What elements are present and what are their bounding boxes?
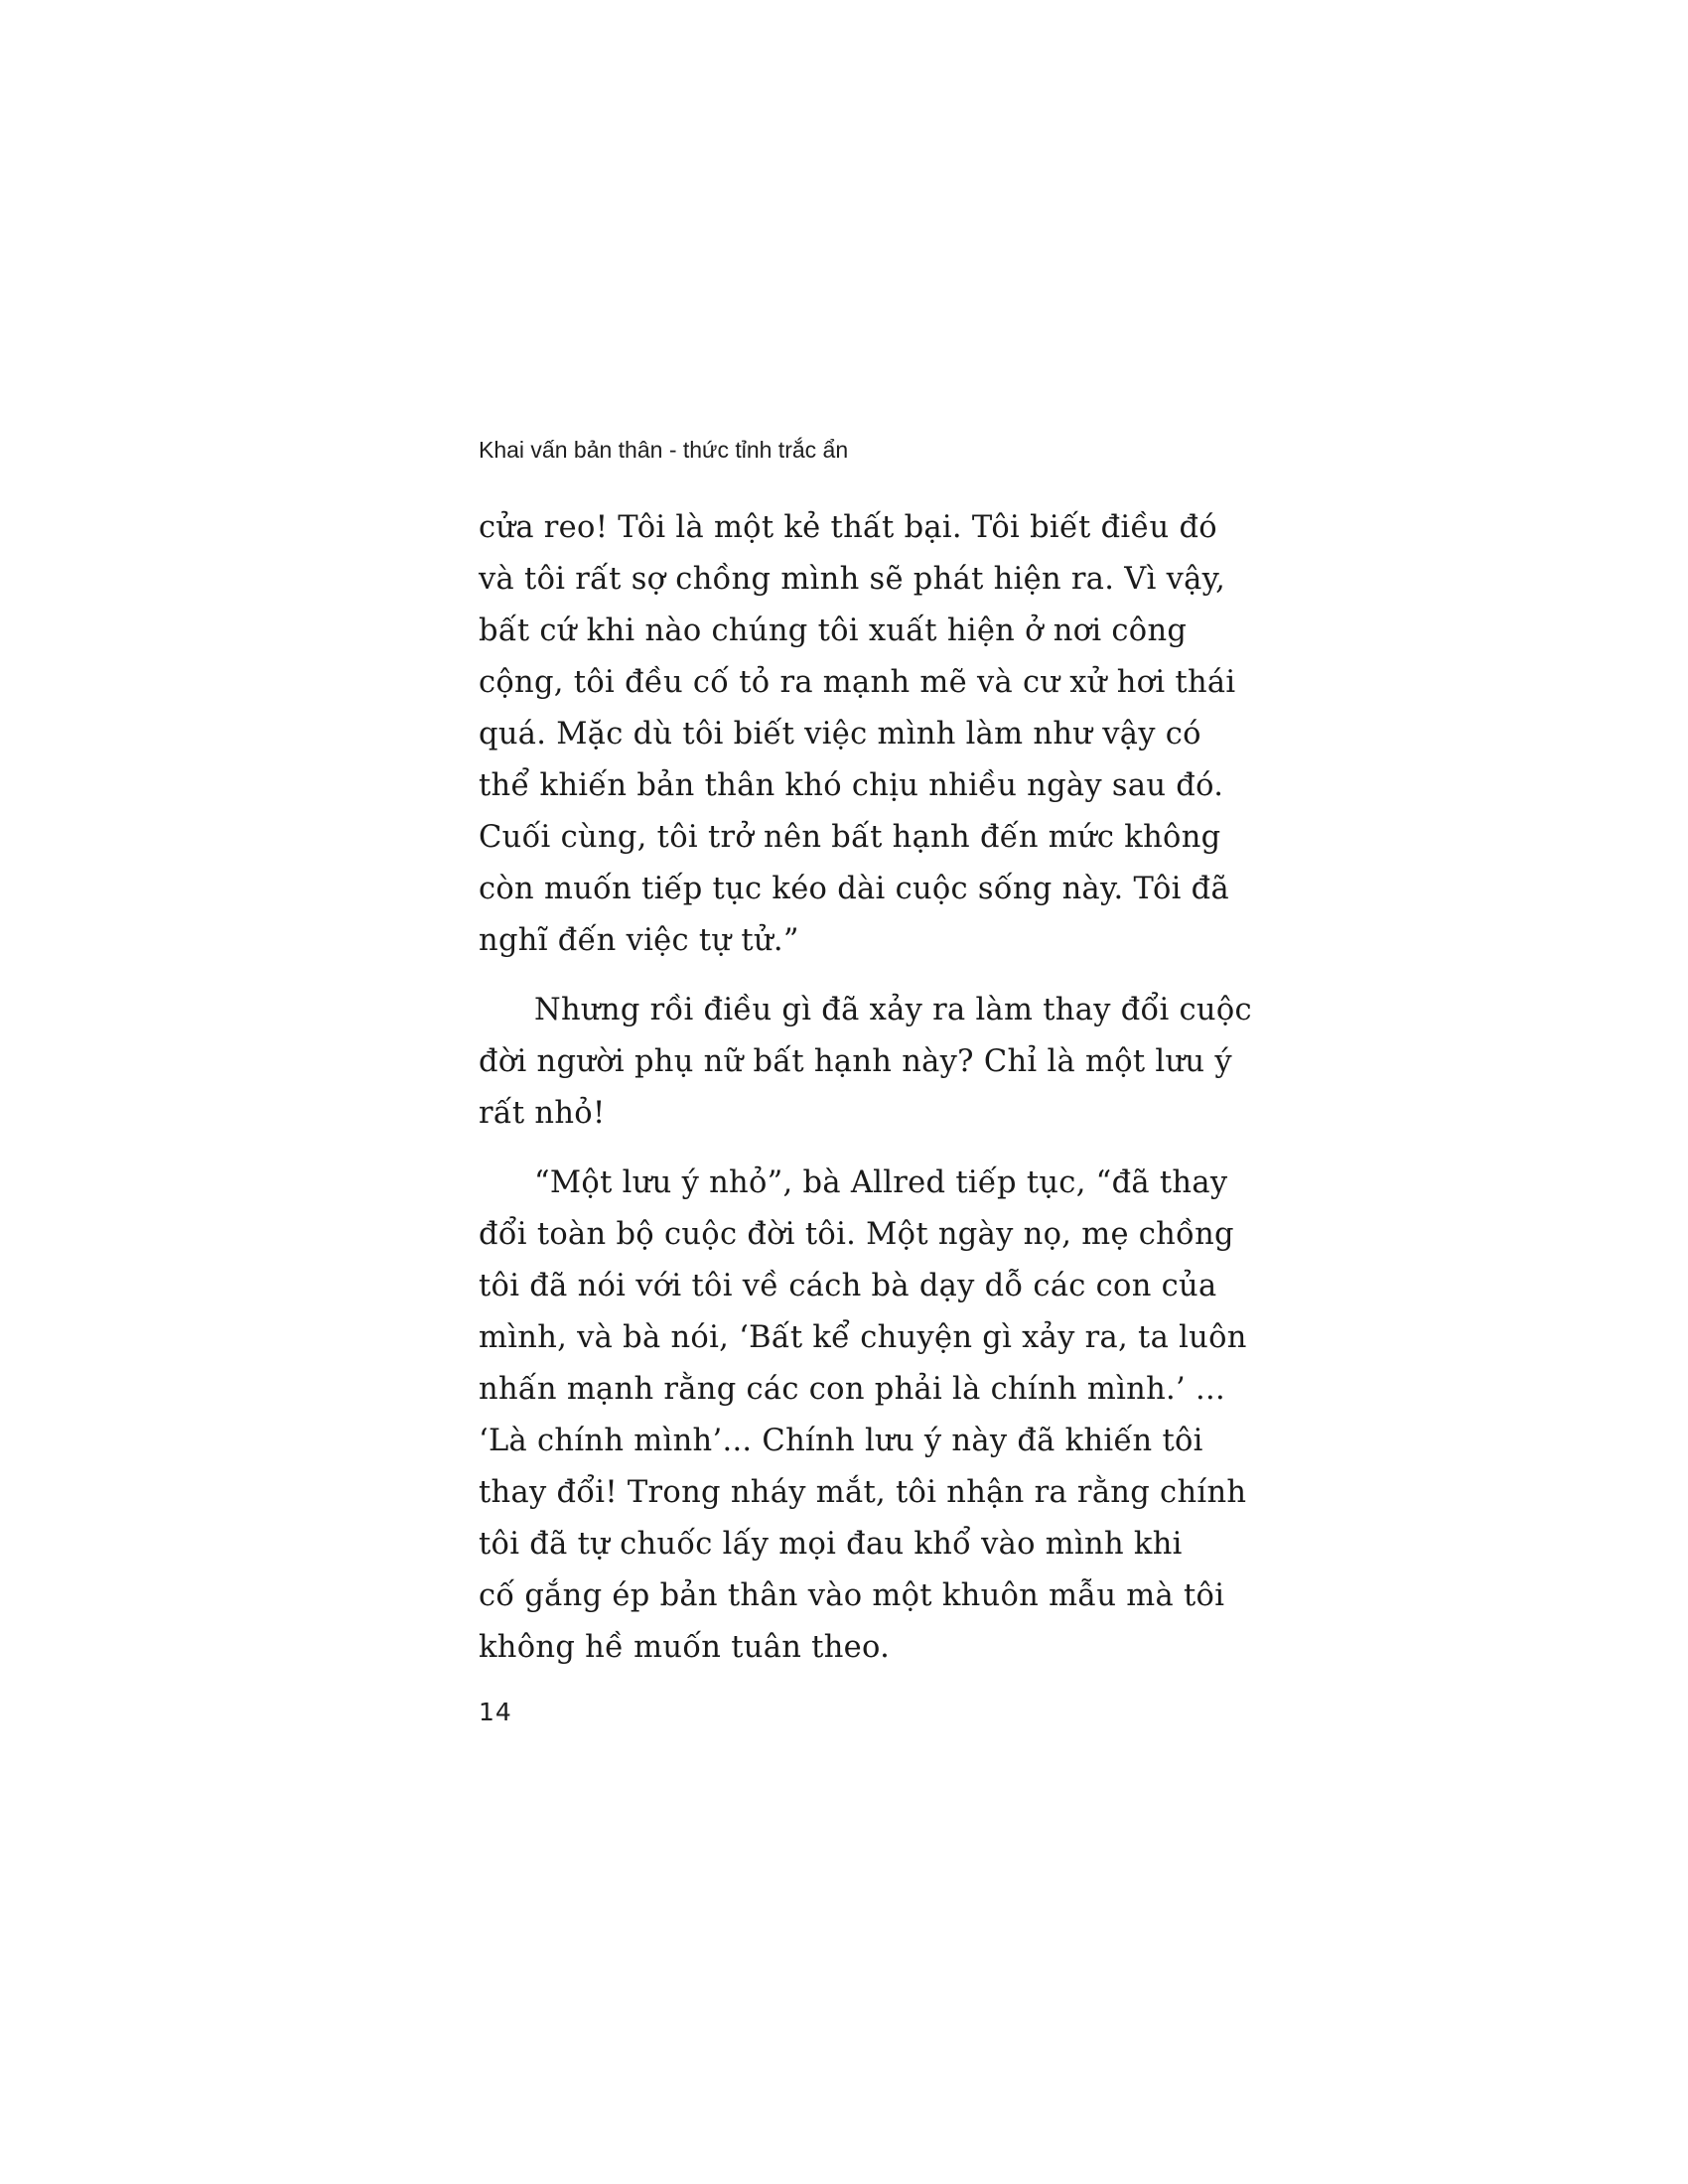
text-line: đổi toàn bộ cuộc đời tôi. Một ngày nọ, mẹ chồng (479, 1217, 1234, 1252)
text-line: rất nhỏ! (479, 1096, 606, 1131)
text-line: và tôi rất sợ chồng mình sẽ phát hiện ra. Vì vậy, (479, 562, 1226, 597)
text-line: cộng, tôi đều cố tỏ ra mạnh mẽ và cư xử hơi thái (479, 665, 1236, 700)
text-line: tôi đã nói với tôi về cách bà dạy dỗ các con của (479, 1269, 1217, 1303)
text-line: thay đổi! Trong nháy mắt, tôi nhận ra rằng chính (479, 1475, 1247, 1510)
paragraph-3 (479, 1158, 1247, 1674)
text-line: nghĩ đến việc tự tử.” (479, 923, 799, 958)
text-line: cố gắng ép bản thân vào một khuôn mẫu mà tôi (479, 1578, 1225, 1613)
paragraph-2 (479, 985, 1252, 1140)
text-line: bất cứ khi nào chúng tôi xuất hiện ở nơi công (479, 614, 1188, 648)
text-line: còn muốn tiếp tục kéo dài cuộc sống này. Tôi đã (479, 872, 1229, 906)
text-line: nhấn mạnh rằng các con phải là chính mình.’ ... (479, 1372, 1225, 1407)
text-line: cửa reo! Tôi là một kẻ thất bại. Tôi biết điều đó (479, 510, 1217, 545)
text-line: quá. Mặc dù tôi biết việc mình làm như vậy có (479, 717, 1201, 751)
body-text (479, 502, 1252, 1674)
text-line: mình, và bà nói, ‘Bất kể chuyện gì xảy ra, ta luôn (479, 1320, 1247, 1355)
paragraph-1 (479, 502, 1236, 967)
text-line: đời người phụ nữ bất hạnh này? Chỉ là một lưu ý (479, 1044, 1232, 1079)
text-line: Cuối cùng, tôi trở nên bất hạnh đến mức không (479, 820, 1221, 855)
text-line: thể khiến bản thân khó chịu nhiều ngày sau đó. (479, 768, 1224, 803)
text-line: không hề muốn tuân theo. (479, 1630, 891, 1665)
text-line: Nhưng rồi điều gì đã xảy ra làm thay đổi cuộc (534, 993, 1252, 1027)
text-line: tôi đã tự chuốc lấy mọi đau khổ vào mình khi (479, 1527, 1183, 1562)
running-header: Khai vấn bản thân - thức tỉnh trắc ẩn (479, 437, 849, 463)
text-line: ‘Là chính mình’... Chính lưu ý này đã khiến tôi (479, 1424, 1203, 1458)
text-line: “Một lưu ý nhỏ”, bà Allred tiếp tục, “đã thay (534, 1165, 1228, 1200)
page-number: 14 (479, 1698, 512, 1726)
